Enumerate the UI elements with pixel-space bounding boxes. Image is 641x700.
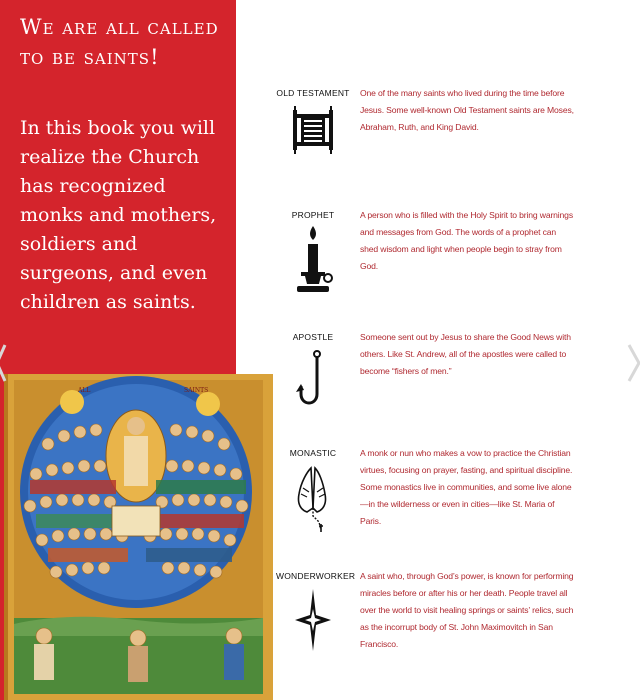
entry-description: A monk or nun who makes a vow to practice the Christian virtues, focusing on prayer, fasting, and spiritual discipline. Some monastics live in communities, and some live alone—in the wilderness or even in cities—like St. Maria of Paris. (360, 448, 573, 526)
entry-label: OLD TESTAMENT (276, 88, 350, 98)
entry-old-testament (276, 88, 576, 208)
entry-label: WONDERWORKER (276, 571, 356, 581)
praying-hands-icon (276, 464, 350, 524)
all-saints-painting (8, 374, 269, 700)
all-saints-icon-image (4, 374, 273, 700)
entry-label: PROPHET (291, 210, 335, 220)
entry-label: MONASTIC (289, 448, 337, 458)
entry-label: APOSTLE (292, 332, 334, 342)
next-page-arrow[interactable] (626, 343, 640, 383)
entry-description: A person who is filled with the Holy Spirit to bring warnings and messages from God. The words of a prophet can shed wisdom and light when people begin to stray from God. (360, 210, 573, 271)
entry-description: A saint who, through God’s power, is known for performing miracles before or after his or her death. People travel all over the world to visit healing springs or saints’ relics, such as the incorrupt body of St. John Maximovitch in San Francisco. (360, 571, 574, 649)
entry-prophet (276, 210, 576, 330)
star-icon (276, 587, 350, 647)
previous-page-arrow[interactable] (0, 343, 9, 383)
intro-text: In this book you will realize the Church has recognized monks and mothers, soldiers and surgeons, and even children as saints. (20, 117, 217, 313)
art-inscription-right: SAINTS (184, 387, 209, 394)
entry-description: One of the many saints who lived during the time before Jesus. Some well-known Old Testament saints are Moses, Abraham, Ruth, and King David. (360, 88, 574, 132)
chevron-left-icon (0, 343, 9, 383)
entry-monastic (276, 448, 576, 568)
entry-wonderworker (276, 571, 576, 691)
scroll-icon (276, 104, 350, 164)
entry-apostle (276, 332, 576, 452)
candle-icon (276, 226, 350, 286)
fishhook-icon (276, 348, 350, 408)
page-heading: We are all called to be saints! (20, 15, 219, 69)
art-inscription-left: ALL (78, 387, 91, 394)
chevron-right-icon (626, 343, 640, 383)
entry-description: Someone sent out by Jesus to share the Good News with others. Like St. Andrew, all of the apostles were called to become “fishers of men.” (360, 332, 571, 376)
